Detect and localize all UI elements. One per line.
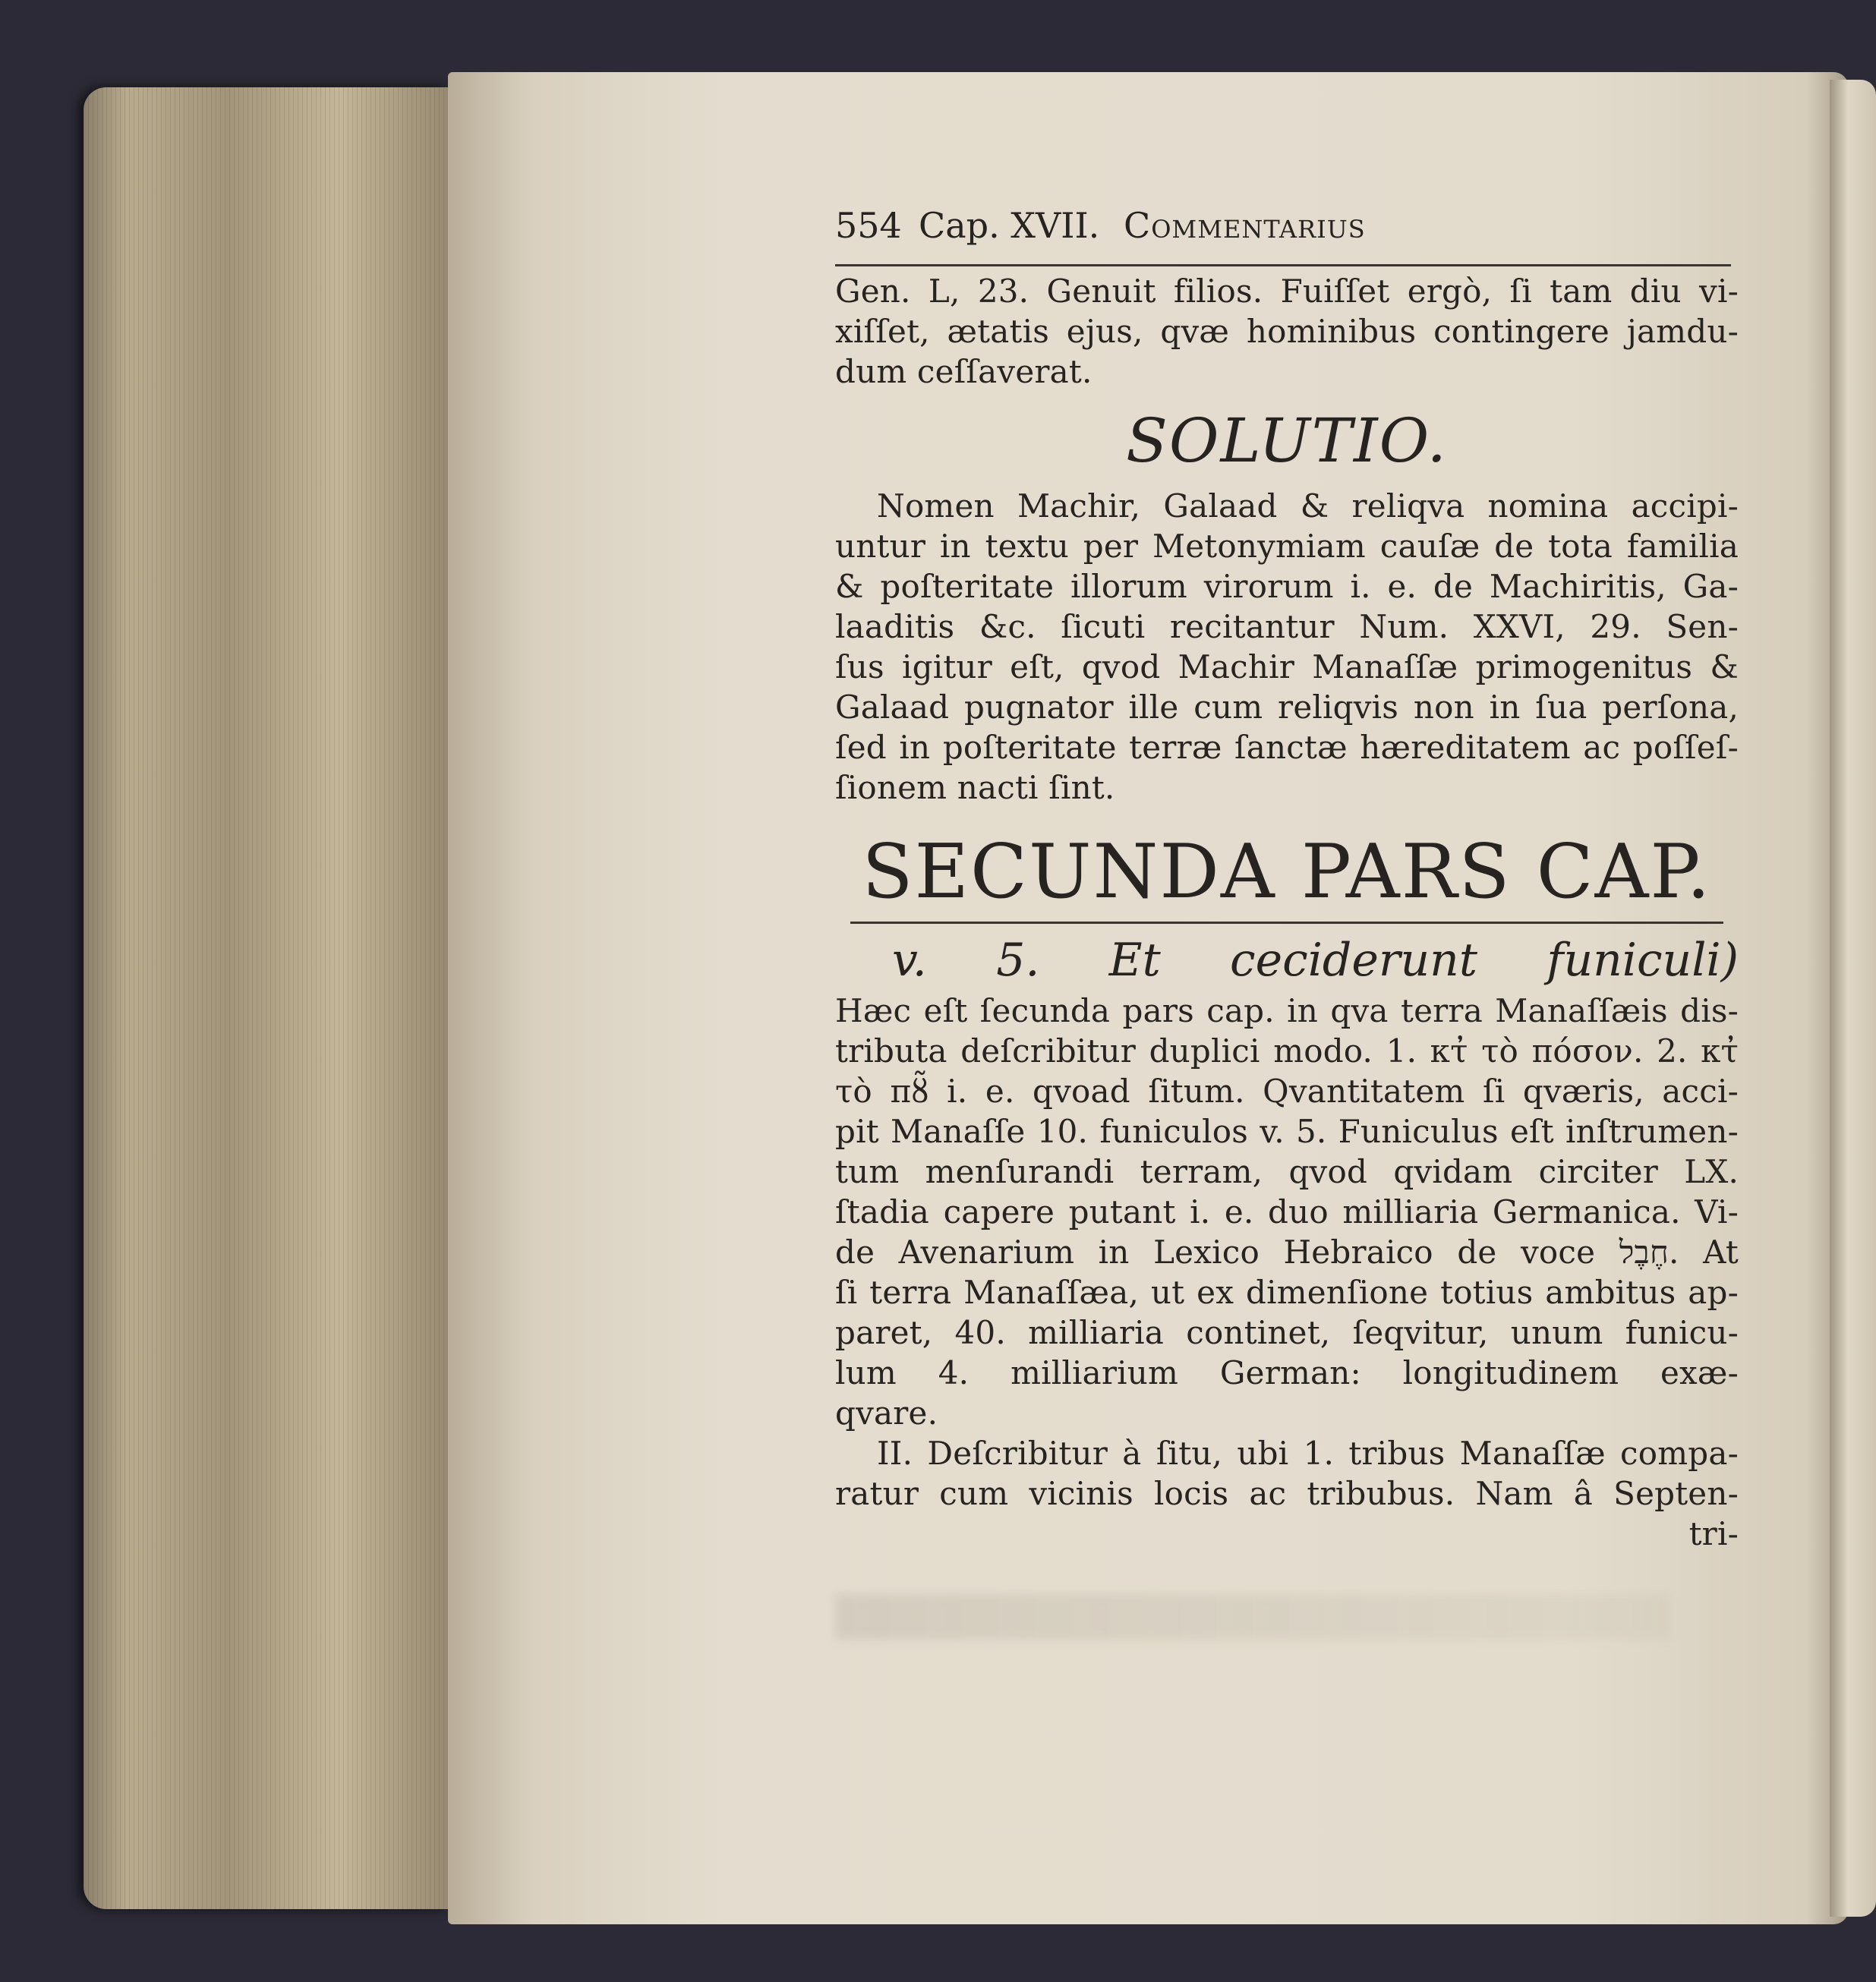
text-line: de Avenarium in Lexico Hebraico de voce חֶבֶל. At [835, 1234, 1739, 1271]
text-line: paret, 40. milliaria continet, ſeqvitur, unum funicu- [835, 1314, 1739, 1351]
page-text [835, 205, 1739, 1554]
text-line: Nomen Machir, Galaad & reliqva nomina accipi- [877, 487, 1739, 525]
text-line: dum ceſſaverat. [835, 353, 1092, 390]
text-line: qvare. [835, 1394, 938, 1432]
section-heading: SECUNDA PARS CAP. [862, 829, 1712, 915]
part-two-paragraph [835, 1433, 1739, 1554]
text-line: & poſteritate illorum virorum i. e. de Machiritis, Ga- [835, 568, 1739, 605]
catchword: tri- [1688, 1515, 1739, 1552]
text-line: II. Deſcribitur à ſitu, ubi 1. tribus Manaſſæ compa- [877, 1435, 1739, 1472]
text-line: laaditis &c. ſicuti recitantur Num. XXVI, 29. Sen- [835, 608, 1739, 645]
head-rule [835, 264, 1731, 266]
section-rule [850, 922, 1723, 924]
facing-page-edge [1830, 80, 1876, 1917]
text-line: ſionem nacti ſint. [835, 769, 1115, 806]
chapter-label: Cap. XVII. [919, 205, 1100, 246]
solutio-paragraph [835, 486, 1739, 808]
text-line: tum menſurandi terram, qvod qvidam circiter LX. [835, 1153, 1739, 1190]
page-block-edge [84, 87, 448, 1909]
commentary-paragraph [835, 991, 1739, 1433]
verse-lemma: v. 5. Et ceciderunt funiculi) [892, 934, 1739, 987]
text-line: ſed in poſteritate terræ ſanctæ hæreditatem ac poſſeſ- [835, 729, 1739, 766]
text-line: Galaad pugnator ille cum reliqvis non in ſua perſona, [835, 689, 1739, 726]
text-line: lum 4. milliarium German: longitudinem exæ- [835, 1354, 1739, 1391]
text-line: ſtadia capere putant i. e. duo milliaria Germanica. Vi- [835, 1193, 1739, 1230]
opening-paragraph [835, 271, 1739, 392]
text-line: Gen. L, 23. Genuit filios. Fuiſſet ergò, ſi tam diu vi- [835, 273, 1739, 310]
running-head [835, 205, 1739, 251]
text-line: tributa deſcribitur duplici modo. 1. κτ̓ τὸ πόσον. 2. κτ̓ [835, 1032, 1739, 1070]
text-line: Hæc eſt ſecunda pars cap. in qva terra Manaſſæis dis- [835, 992, 1739, 1029]
text-line: pit Manaſſe 10. funiculos v. 5. Funiculus eſt inſtrumen- [835, 1113, 1739, 1150]
text-line: τὸ πȣ̃ i. e. qvoad ſitum. Qvantitatem ſi qværis, acci- [835, 1073, 1739, 1110]
text-line: ſus igitur eſt, qvod Machir Manaſſæ primogenitus & [835, 648, 1739, 685]
text-line: xiſſet, ætatis ejus, qvæ hominibus contingere jamdu- [835, 313, 1739, 350]
page-number: 554 [835, 205, 902, 246]
running-title: Commentarius [1124, 205, 1366, 246]
text-line: untur in textu per Metonymiam cauſæ de tota familia [835, 528, 1739, 565]
text-line: ratur cum vicinis locis ac tribubus. Nam â Septen- [835, 1475, 1739, 1512]
show-through-shadow [835, 1594, 1670, 1640]
text-line: ſi terra Manaſſæa, ut ex dimenſione totius ambitus ap- [835, 1274, 1739, 1311]
solutio-heading: SOLUTIO. [1126, 405, 1448, 476]
